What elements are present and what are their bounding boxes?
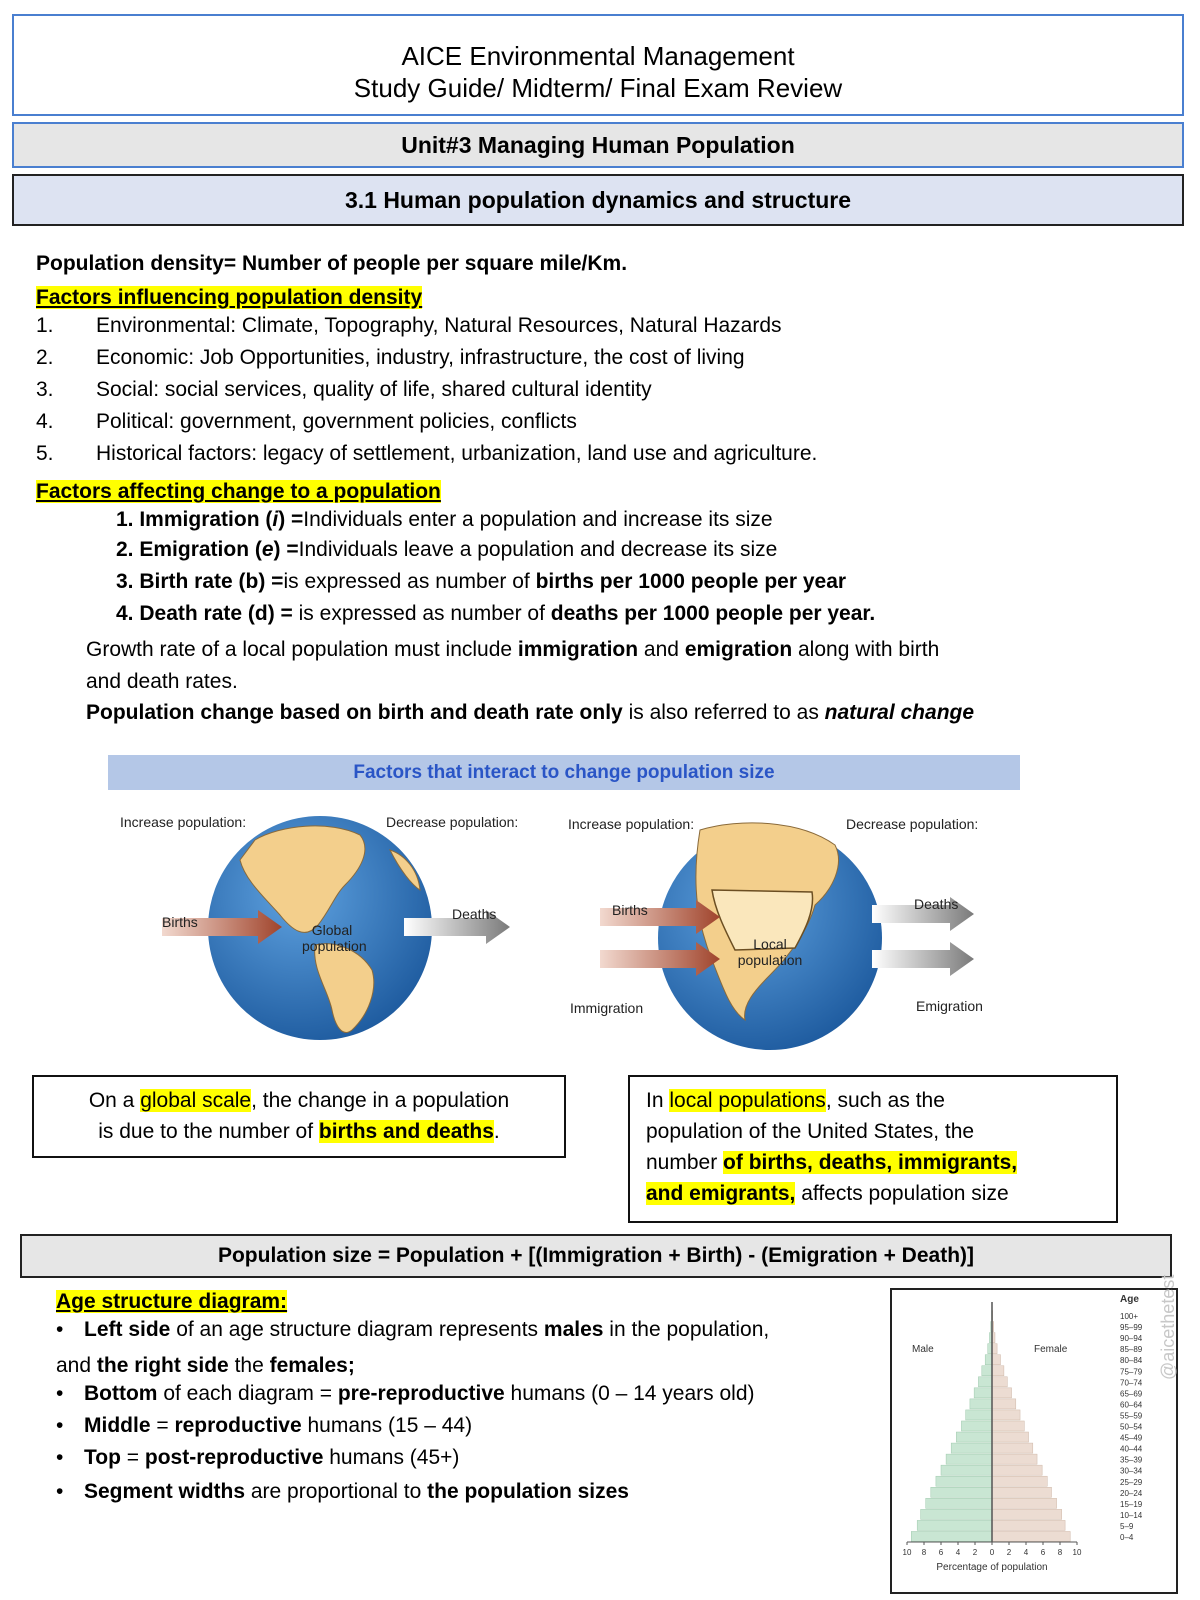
male-bar — [941, 1465, 992, 1475]
age-b1-f: the right side — [96, 1354, 229, 1377]
female-bar — [992, 1454, 1037, 1464]
density-factor-number: 2. — [36, 346, 54, 369]
age-group-label: 85–89 — [1120, 1345, 1143, 1355]
local-callout-line-2: population of the United States, the — [646, 1120, 975, 1143]
population-globes-figure — [0, 790, 1200, 1070]
male-bar — [974, 1388, 992, 1398]
left-deaths-label: Deaths — [452, 906, 497, 922]
global-callout-t1: On a — [88, 1089, 141, 1112]
male-bar — [936, 1476, 992, 1486]
age-b1-a: Left side — [84, 1318, 171, 1341]
age-b4-a: Top — [84, 1446, 121, 1469]
step-immigration-var: i — [272, 508, 279, 531]
male-bar — [982, 1366, 992, 1376]
growth-text-2: along with birth — [792, 638, 940, 661]
density-factors-heading — [36, 282, 422, 314]
step-birth-label: 3. Birth rate (b) = — [116, 570, 284, 593]
natural-change-term: natural change — [824, 701, 975, 724]
local-population-line-2: population — [737, 952, 803, 968]
female-bar — [992, 1366, 1004, 1376]
local-callout-t1: In — [646, 1089, 670, 1112]
density-factor-text: Social: social services, quality of life, shared cultural identity — [96, 378, 652, 401]
step-death-text: is expressed as number of — [298, 602, 551, 625]
x-tick-label: 2 — [1006, 1548, 1012, 1557]
step-immigration-text: Individuals enter a population and increase its size — [303, 508, 773, 531]
male-bar — [985, 1355, 992, 1365]
density-factors-heading-text: Factors influencing population density — [36, 286, 423, 309]
natural-change-line — [86, 697, 974, 729]
step-death-rate — [116, 602, 875, 626]
age-group-label: 70–74 — [1120, 1378, 1143, 1388]
change-factors-heading — [36, 476, 441, 508]
age-b5-a: Segment widths — [84, 1480, 246, 1503]
female-bar — [992, 1531, 1070, 1541]
change-factors-heading-text: Factors affecting change to a population — [36, 480, 441, 503]
female-bar — [992, 1509, 1062, 1519]
male-bar — [931, 1487, 992, 1497]
local-callout-h3: and emigrants, — [646, 1182, 796, 1205]
age-b1-h: females; — [269, 1354, 355, 1377]
global-callout-line-1 — [34, 1085, 564, 1116]
right-emigration-label: Emigration — [916, 998, 983, 1014]
unit-heading: Unit#3 Managing Human Population — [12, 122, 1184, 168]
age-bullet-middle: • Middle = reproductive humans (15 – 44) — [56, 1414, 473, 1437]
density-factor-text: Historical factors: legacy of settlement, urbanization, land use and agriculture. — [96, 442, 818, 465]
density-definition: Population density= Number of people per square mile/Km. — [36, 252, 628, 275]
age-b2-a: Bottom — [84, 1382, 158, 1405]
age-b1-d: in the population, — [603, 1318, 770, 1341]
female-bar — [992, 1421, 1024, 1431]
age-group-label: 55–59 — [1120, 1411, 1143, 1421]
age-b2-b: of each diagram = — [157, 1382, 338, 1405]
local-callout-h1: local populations — [669, 1089, 826, 1112]
age-b3-c: reproductive — [174, 1414, 302, 1437]
x-axis-title: Percentage of population — [936, 1562, 1048, 1573]
local-callout-line-3 — [646, 1147, 1116, 1178]
x-tick-label: 0 — [989, 1548, 995, 1557]
local-populations-callout — [628, 1075, 1118, 1223]
right-deaths-label: Deaths — [914, 896, 959, 912]
step-emigration-eq: ) = — [273, 538, 299, 561]
female-bar — [992, 1344, 997, 1354]
local-callout-t5: affects population size — [795, 1182, 1009, 1205]
age-b1-b: of an age structure diagram represents — [170, 1318, 544, 1341]
x-tick-label: 4 — [955, 1548, 961, 1557]
age-b3-a: Middle — [84, 1414, 151, 1437]
step-immigration — [116, 508, 773, 532]
document-title — [12, 14, 1184, 116]
step-immigration-label: 1. Immigration ( — [116, 508, 273, 531]
male-bar — [926, 1498, 992, 1508]
age-group-label: 75–79 — [1120, 1367, 1143, 1377]
age-group-label: 10–14 — [1120, 1510, 1143, 1520]
right-births-label: Births — [612, 902, 648, 918]
female-bar — [992, 1377, 1007, 1387]
male-bar — [956, 1432, 992, 1442]
step-emigration-label: 2. Emigration ( — [116, 538, 262, 561]
title-line-1: AICE Environmental Management — [401, 41, 795, 71]
density-factor-item — [36, 378, 652, 402]
male-bar — [978, 1377, 992, 1387]
local-callout-line-4 — [646, 1178, 1116, 1209]
right-immigration-label: Immigration — [570, 1000, 644, 1016]
x-tick-label: 10 — [1072, 1548, 1082, 1557]
local-callout-line-1 — [646, 1085, 1116, 1116]
natural-change-bold: Population change based on birth and death rate only — [86, 701, 623, 724]
growth-rate-line-1 — [86, 634, 939, 666]
density-factor-text: Economic: Job Opportunities, industry, infrastructure, the cost of living — [96, 346, 745, 369]
age-group-label: 65–69 — [1120, 1389, 1143, 1399]
density-factor-number: 4. — [36, 410, 54, 433]
growth-immigration: immigration — [517, 638, 639, 661]
age-b2-c: pre-reproductive — [337, 1382, 505, 1405]
local-population-label — [730, 936, 810, 968]
age-b3-d: humans (15 – 44) — [301, 1414, 473, 1437]
age-group-label: 50–54 — [1120, 1422, 1143, 1432]
growth-emigration: emigration — [684, 638, 793, 661]
x-tick-label: 10 — [902, 1548, 912, 1557]
age-group-label: 80–84 — [1120, 1356, 1143, 1366]
x-tick-label: 8 — [921, 1548, 927, 1557]
age-group-label: 95–99 — [1120, 1323, 1143, 1333]
x-tick-label: 4 — [1023, 1548, 1029, 1557]
growth-rate-line-2: and death rates. — [86, 670, 238, 693]
section-heading: 3.1 Human population dynamics and structure — [12, 174, 1184, 226]
density-factor-text: Environmental: Climate, Topography, Natural Resources, Natural Hazards — [96, 314, 782, 337]
female-bar — [992, 1476, 1047, 1486]
left-births-label: Births — [162, 914, 198, 930]
female-bar — [992, 1520, 1065, 1530]
age-b1-e: and — [56, 1354, 97, 1377]
male-bar — [970, 1399, 992, 1409]
density-factor-number: 1. — [36, 314, 54, 337]
age-axis-title: Age — [1120, 1294, 1139, 1305]
right-increase-label: Increase population: — [568, 816, 695, 832]
density-factor-item — [36, 346, 745, 370]
global-scale-callout — [32, 1075, 566, 1158]
male-bar — [966, 1410, 992, 1420]
female-bar — [992, 1410, 1020, 1420]
male-bar — [921, 1509, 992, 1519]
density-factor-item — [36, 314, 782, 338]
step-death-tail: deaths per 1000 people per year. — [550, 602, 876, 625]
step-emigration — [116, 538, 777, 562]
step-birth-rate — [116, 570, 846, 594]
female-bar — [992, 1465, 1042, 1475]
age-b1-g: the — [228, 1354, 270, 1377]
female-bar — [992, 1487, 1052, 1497]
female-bar — [992, 1399, 1016, 1409]
population-size-equation: Population size = Population + [(Immigration + Birth) - (Emigration + Death)] — [20, 1234, 1172, 1278]
age-group-label: 20–24 — [1120, 1488, 1143, 1498]
age-bullet-bottom: • Bottom of each diagram = pre-reproductive humans (0 – 14 years old) — [56, 1382, 755, 1405]
global-callout-line-2 — [34, 1116, 564, 1147]
global-callout-t2: , the change in a population — [251, 1089, 510, 1112]
age-structure-heading-text: Age structure diagram: — [56, 1290, 288, 1313]
age-b4-c: post-reproductive — [144, 1446, 324, 1469]
density-factor-text: Political: government, government policies, conflicts — [96, 410, 577, 433]
age-bullet-sides-cont — [56, 1350, 355, 1382]
step-emigration-text: Individuals leave a population and decrease its size — [298, 538, 778, 561]
age-group-label: 25–29 — [1120, 1477, 1143, 1487]
age-b2-d: humans (0 – 14 years old) — [504, 1382, 755, 1405]
title-line-2: Study Guide/ Midterm/ Final Exam Review — [353, 73, 843, 103]
right-decrease-label: Decrease population: — [846, 816, 979, 832]
age-group-label: 45–49 — [1120, 1433, 1143, 1443]
growth-text-1: Growth rate of a local population must include — [86, 638, 518, 661]
density-factor-number: 3. — [36, 378, 54, 401]
age-b5-b: are proportional to — [245, 1480, 428, 1503]
age-b5-c: the population sizes — [427, 1480, 629, 1503]
female-bar — [992, 1355, 1001, 1365]
age-pyramid-chart — [892, 1290, 1176, 1592]
global-callout-t4: . — [493, 1120, 500, 1143]
age-pyramid-frame — [890, 1288, 1178, 1594]
density-factor-item — [36, 442, 817, 466]
global-population-line-1: Global — [311, 922, 353, 938]
density-factor-item — [36, 410, 577, 434]
age-bullet-top: • Top = post-reproductive humans (45+) — [56, 1446, 460, 1469]
age-group-label: 40–44 — [1120, 1444, 1143, 1454]
global-population-label — [302, 922, 367, 954]
age-group-label: 90–94 — [1120, 1334, 1143, 1344]
age-group-label: 35–39 — [1120, 1455, 1143, 1465]
natural-change-text: is also referred to as — [622, 701, 825, 724]
female-bar — [992, 1443, 1033, 1453]
male-bar — [911, 1531, 992, 1541]
age-b1-c: males — [543, 1318, 604, 1341]
watermark: @aicethetest — [1158, 1274, 1178, 1380]
left-decrease-label: Decrease population: — [386, 814, 519, 830]
x-tick-label: 8 — [1057, 1548, 1063, 1557]
male-bar — [917, 1520, 992, 1530]
age-group-label: 30–34 — [1120, 1466, 1143, 1476]
x-tick-label: 6 — [938, 1548, 944, 1557]
age-group-label: 5–9 — [1120, 1521, 1134, 1531]
female-bar — [992, 1388, 1012, 1398]
x-tick-label: 2 — [972, 1548, 978, 1557]
growth-and: and — [638, 638, 685, 661]
age-group-label: 0–4 — [1120, 1533, 1134, 1542]
age-b4-d: humans (45+) — [323, 1446, 460, 1469]
local-callout-t2: , such as the — [825, 1089, 945, 1112]
age-group-label: 100+ — [1120, 1312, 1139, 1322]
age-bullet-widths: • Segment widths are proportional to the population sizes — [56, 1480, 629, 1503]
female-bar — [992, 1498, 1057, 1508]
local-callout-t4: number — [646, 1151, 724, 1174]
global-callout-h1: global scale — [140, 1089, 252, 1112]
local-population-line-1: Local — [753, 936, 787, 952]
step-birth-text: is expressed as number of — [283, 570, 536, 593]
local-callout-h2: of births, deaths, immigrants, — [723, 1151, 1018, 1174]
age-b4-b: = — [120, 1446, 145, 1469]
age-bullet-sides: • Left side of an age structure diagram represents males in the population, — [56, 1318, 770, 1341]
x-tick-label: 6 — [1040, 1548, 1046, 1557]
global-callout-t3: is due to the number of — [98, 1120, 319, 1143]
global-callout-h2: births and deaths — [318, 1120, 494, 1143]
male-bar — [946, 1454, 992, 1464]
male-label: Male — [912, 1344, 934, 1355]
age-b3-b: = — [150, 1414, 175, 1437]
step-emigration-var: e — [261, 538, 274, 561]
male-bar — [951, 1443, 992, 1453]
left-increase-label: Increase population: — [120, 814, 247, 830]
male-bar — [961, 1421, 992, 1431]
age-group-label: 15–19 — [1120, 1499, 1143, 1509]
age-group-label: 60–64 — [1120, 1400, 1143, 1410]
female-bar — [992, 1432, 1029, 1442]
female-label: Female — [1034, 1344, 1068, 1355]
diagram-banner: Factors that interact to change population size — [108, 755, 1020, 790]
step-immigration-eq: ) = — [278, 508, 304, 531]
step-death-label: 4. Death rate (d) = — [116, 602, 299, 625]
emigration-arrow-local — [872, 942, 974, 976]
age-structure-heading — [56, 1286, 287, 1318]
global-population-line-2: population — [302, 938, 367, 954]
step-birth-tail: births per 1000 people per year — [535, 570, 847, 593]
density-factor-number: 5. — [36, 442, 54, 465]
